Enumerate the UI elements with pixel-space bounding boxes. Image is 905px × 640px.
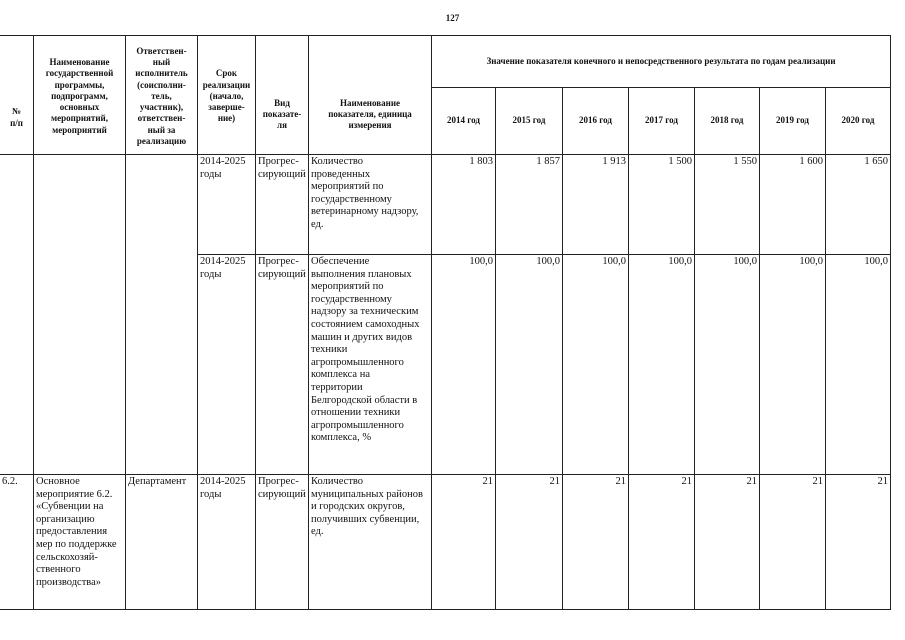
header-year: 2015 год — [496, 88, 563, 155]
row-value: 1 803 — [432, 155, 496, 255]
row-value: 21 — [629, 475, 695, 610]
row-name: Основное мероприятие 6.2. «Субвенции на организацию предоставления мер по поддержке сельскохозяй- ственного производства» — [34, 475, 126, 610]
indicators-table — [0, 35, 891, 610]
row-value: 100,0 — [496, 255, 563, 475]
row-value: 100,0 — [695, 255, 760, 475]
row-value: 100,0 — [432, 255, 496, 475]
header-year: 2017 год — [629, 88, 695, 155]
row-value: 21 — [826, 475, 891, 610]
row-value: 1 650 — [826, 155, 891, 255]
row-value: 21 — [695, 475, 760, 610]
row-type: Прогрес- сирующий — [256, 255, 309, 475]
row-num — [0, 155, 34, 475]
row-type: Прогрес- сирующий — [256, 155, 309, 255]
page-number: 127 — [445, 13, 460, 23]
row-executor: Департамент — [126, 475, 198, 610]
table-row — [0, 155, 891, 255]
row-indicator: Количество проведенных мероприятий по государственному ветеринарному надзору, ед. — [309, 155, 432, 255]
row-value: 1 550 — [695, 155, 760, 255]
table-row — [0, 475, 891, 610]
row-num: 6.2. — [0, 475, 34, 610]
header-num: № п/п — [0, 36, 34, 155]
row-value: 1 600 — [760, 155, 826, 255]
row-term: 2014-2025 годы — [198, 475, 256, 610]
header-term: Срок реализации (начало, заверше- ние) — [198, 36, 256, 155]
row-type: Прогрес- сирующий — [256, 475, 309, 610]
row-value: 1 857 — [496, 155, 563, 255]
row-value: 21 — [432, 475, 496, 610]
row-term: 2014-2025 годы — [198, 155, 256, 255]
row-value: 100,0 — [563, 255, 629, 475]
row-term: 2014-2025 годы — [198, 255, 256, 475]
row-value: 100,0 — [629, 255, 695, 475]
header-year: 2014 год — [432, 88, 496, 155]
row-value: 100,0 — [826, 255, 891, 475]
row-value: 21 — [496, 475, 563, 610]
row-executor — [126, 155, 198, 475]
header-year: 2020 год — [826, 88, 891, 155]
row-value: 21 — [563, 475, 629, 610]
header-type: Вид показате- ля — [256, 36, 309, 155]
row-indicator: Обеспечение выполнения плановых мероприятий по государственному надзору за техническим состоянием самоходных машин и других видов техники агропромышленного комплекса на территории Белгородской области в отношении техники агропромышленного комплекса, % — [309, 255, 432, 475]
header-indicator: Наименование показателя, единица измерения — [309, 36, 432, 155]
header-executor: Ответствен- ный исполнитель (соисполни- тель, участник), ответствен- ный за реализацию — [126, 36, 198, 155]
row-value: 100,0 — [760, 255, 826, 475]
header-name: Наименование государственной программы, подпрограмм, основных мероприятий, мероприятий — [34, 36, 126, 155]
row-value: 1 500 — [629, 155, 695, 255]
header-year: 2019 год — [760, 88, 826, 155]
header-year: 2016 год — [563, 88, 629, 155]
header-year: 2018 год — [695, 88, 760, 155]
row-value: 1 913 — [563, 155, 629, 255]
header-values-group: Значение показателя конечного и непосредственного результата по годам реализации — [432, 36, 891, 88]
row-name — [34, 155, 126, 475]
row-indicator: Количество муниципальных районов и городских округов, получивших субвенции, ед. — [309, 475, 432, 610]
row-value: 21 — [760, 475, 826, 610]
